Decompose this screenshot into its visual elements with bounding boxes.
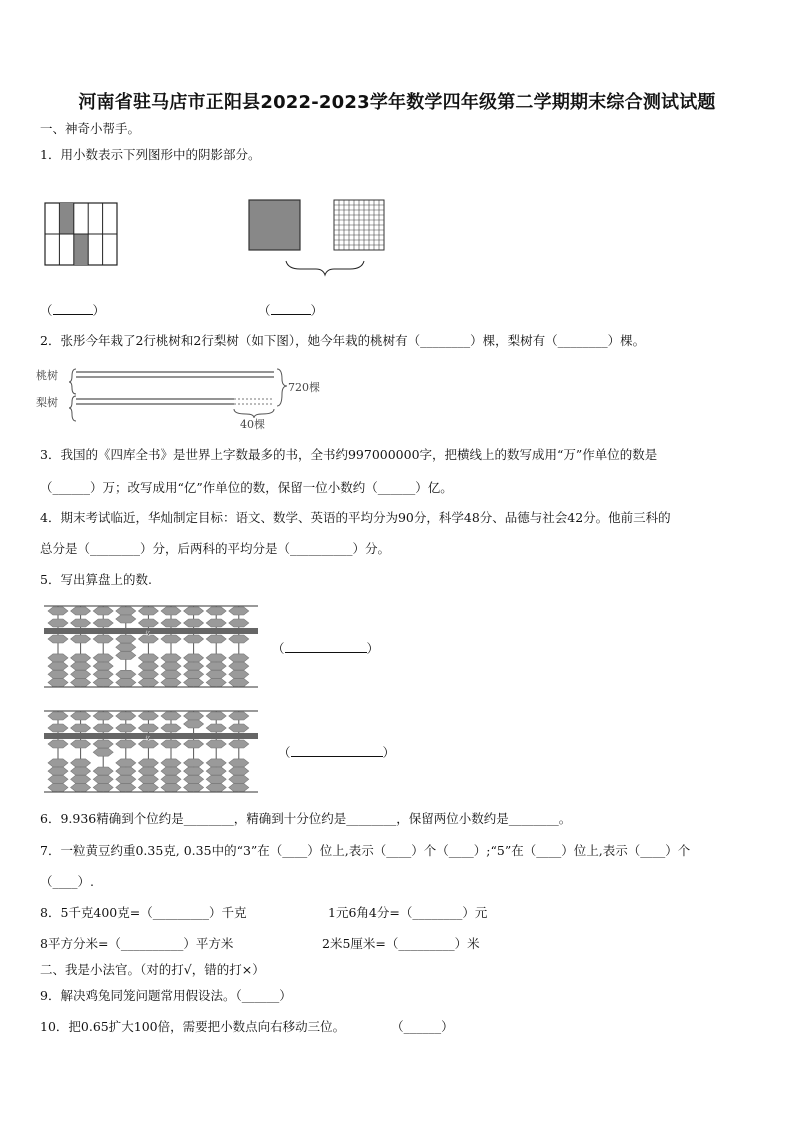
abacus-lower-bead: [116, 784, 136, 792]
abacus-lower-bead: [138, 662, 158, 670]
brace: [286, 261, 364, 275]
abacus-1: [44, 604, 260, 690]
abacus-upper-bead: [229, 724, 249, 732]
abacus-upper-bead: [184, 720, 204, 728]
abacus-lower-bead: [184, 654, 204, 662]
abacus-lower-bead: [206, 775, 226, 783]
abacus-lower-bead: [161, 775, 181, 783]
abacus-lower-bead: [206, 759, 226, 767]
section-2-heading: 二、我是小法官。（对的打√，错的打×）: [40, 962, 265, 977]
abacus-upper-bead: [138, 607, 158, 615]
abacus-upper-bead: [48, 619, 68, 627]
abacus-lower-bead: [116, 740, 136, 748]
abacus-upper-bead: [48, 607, 68, 615]
abacus-lower-bead: [184, 662, 204, 670]
abacus-unit-label: 亿: [145, 736, 151, 742]
abacus-lower-bead: [71, 775, 91, 783]
abacus-lower-bead: [116, 651, 136, 659]
abacus-upper-bead: [71, 724, 91, 732]
abacus-upper-bead: [71, 712, 91, 720]
abacus-lower-bead: [48, 759, 68, 767]
abacus-lower-bead: [93, 775, 113, 783]
difference-label: 40棵: [240, 418, 265, 431]
abacus-2-answer: （ ）: [278, 745, 396, 760]
abacus-lower-bead: [48, 679, 68, 687]
q2-tree-diagram: [36, 364, 336, 434]
abacus-lower-bead: [71, 784, 91, 792]
question-3-line-1: 3．我国的《四库全书》是世界上字数最多的书，全书约997000000字，把横线上的数写成用“万”作单位的数是: [40, 447, 658, 462]
peach-label: 桃树: [36, 369, 58, 382]
abacus-upper-bead: [206, 712, 226, 720]
abacus-lower-bead: [71, 654, 91, 662]
abacus-lower-bead: [138, 679, 158, 687]
q1-hundred-square-figure: [248, 199, 398, 279]
abacus-lower-bead: [48, 767, 68, 775]
abacus-upper-bead: [206, 607, 226, 615]
abacus-upper-bead: [138, 619, 158, 627]
abacus-lower-bead: [161, 740, 181, 748]
abacus-lower-bead: [93, 654, 113, 662]
question-7-line-1: 7．一粒黄豆约重0.35克, 0.35中的“3”在（____）位上,表示（____）个（____）;“5”在（____）位上,表示（____）个: [40, 843, 691, 858]
question-10-blank: （______）: [391, 1019, 454, 1034]
abacus-lower-bead: [184, 740, 204, 748]
abacus-lower-bead: [71, 662, 91, 670]
abacus-lower-bead: [184, 784, 204, 792]
abacus-upper-bead: [116, 724, 136, 732]
abacus-lower-bead: [161, 635, 181, 643]
abacus-upper-bead: [116, 712, 136, 720]
abacus-upper-bead: [184, 619, 204, 627]
abacus-lower-bead: [229, 784, 249, 792]
abacus-upper-bead: [116, 615, 136, 623]
abacus-upper-bead: [48, 724, 68, 732]
question-9: 9．解决鸡兔同笼问题常用假设法。（______）: [40, 988, 292, 1003]
abacus-upper-bead: [161, 619, 181, 627]
question-10: [40, 1019, 454, 1035]
abacus-lower-bead: [71, 635, 91, 643]
abacus-upper-bead: [229, 619, 249, 627]
abacus-lower-bead: [206, 662, 226, 670]
abacus-lower-bead: [138, 654, 158, 662]
abacus-lower-bead: [116, 759, 136, 767]
abacus-lower-bead: [48, 635, 68, 643]
abacus-lower-bead: [48, 784, 68, 792]
q1-grid-cells: [45, 203, 117, 265]
abacus-lower-bead: [161, 654, 181, 662]
abacus-upper-bead: [116, 607, 136, 615]
abacus-upper-bead: [161, 607, 181, 615]
abacus-upper-bead: [229, 712, 249, 720]
abacus-lower-bead: [229, 654, 249, 662]
abacus-upper-bead: [138, 712, 158, 720]
q1-answer-a: （ ）: [40, 303, 106, 318]
question-4-line-2: 总分是（________）分，后两科的平均分是（__________）分。: [40, 541, 391, 556]
abacus-upper-bead: [229, 607, 249, 615]
abacus-lower-bead: [161, 784, 181, 792]
q1-grid-fraction-figure: [44, 202, 120, 268]
abacus-lower-bead: [48, 662, 68, 670]
abacus-lower-bead: [229, 679, 249, 687]
abacus-lower-bead: [184, 775, 204, 783]
abacus-upper-bead: [93, 724, 113, 732]
abacus-lower-bead: [48, 775, 68, 783]
question-6: 6．9.936精确到个位约是________，精确到十分位约是________，保留两位小数约是________。: [40, 811, 572, 826]
abacus-lower-bead: [206, 767, 226, 775]
abacus-upper-bead: [71, 619, 91, 627]
abacus-lower-bead: [206, 679, 226, 687]
total-label: 720棵: [288, 381, 320, 394]
abacus-lower-bead: [161, 662, 181, 670]
abacus-lower-bead: [93, 784, 113, 792]
abacus-lower-bead: [138, 759, 158, 767]
abacus-lower-bead: [71, 740, 91, 748]
abacus-lower-bead: [48, 740, 68, 748]
q1-answer-b: （ ）: [258, 303, 324, 318]
abacus-lower-bead: [138, 775, 158, 783]
abacus-lower-bead: [93, 748, 113, 756]
abacus-upper-bead: [161, 724, 181, 732]
abacus-lower-bead: [116, 635, 136, 643]
abacus-lower-bead: [93, 679, 113, 687]
abacus-lower-bead: [161, 759, 181, 767]
question-4-line-1: 4．期末考试临近，华灿制定目标：语文、数学、英语的平均分为90分，科学48分、品德与社会42分。他前三科的: [40, 510, 671, 525]
abacus-upper-bead: [93, 607, 113, 615]
abacus-lower-bead: [229, 662, 249, 670]
abacus-lower-bead: [184, 635, 204, 643]
abacus-2: [44, 709, 260, 795]
abacus-lower-bead: [116, 643, 136, 651]
abacus-lower-bead: [229, 670, 249, 678]
question-10-text: 10．把0.65扩大100倍，需要把小数点向右移动三位。: [40, 1019, 346, 1034]
abacus-lower-bead: [229, 767, 249, 775]
abacus-lower-bead: [184, 767, 204, 775]
abacus-lower-bead: [229, 635, 249, 643]
page-title: 河南省驻马店市正阳县2022-2023学年数学四年级第二学期期末综合测试试题: [78, 92, 716, 113]
abacus-upper-bead: [93, 712, 113, 720]
abacus-lower-bead: [184, 679, 204, 687]
abacus-lower-bead: [48, 670, 68, 678]
abacus-lower-bead: [93, 740, 113, 748]
abacus-upper-bead: [206, 724, 226, 732]
abacus-lower-bead: [161, 767, 181, 775]
abacus-lower-bead: [206, 784, 226, 792]
abacus-lower-bead: [229, 740, 249, 748]
abacus-lower-bead: [116, 679, 136, 687]
question-7-line-2: （____）.: [40, 874, 94, 889]
full-shaded-square: [249, 200, 300, 250]
abacus-lower-bead: [206, 654, 226, 662]
abacus-upper-bead: [206, 619, 226, 627]
abacus-lower-bead: [71, 670, 91, 678]
abacus-lower-bead: [138, 767, 158, 775]
pear-label: 梨树: [36, 396, 58, 409]
abacus-upper-bead: [184, 712, 204, 720]
question-8-part-a: 8．5千克400克=（_________）千克: [40, 905, 247, 920]
hundred-grid: [334, 200, 384, 250]
abacus-lower-bead: [93, 662, 113, 670]
abacus-lower-bead: [71, 767, 91, 775]
abacus-lower-bead: [206, 740, 226, 748]
abacus-lower-bead: [138, 784, 158, 792]
abacus-upper-bead: [71, 607, 91, 615]
question-2: 2．张彤今年栽了2行桃树和2行梨树（如下图），她今年栽的桃树有（________）棵，梨树有（________）棵。: [40, 333, 646, 348]
abacus-lower-bead: [116, 670, 136, 678]
abacus-lower-bead: [93, 635, 113, 643]
abacus-lower-bead: [229, 759, 249, 767]
question-1: 1．用小数表示下列图形中的阴影部分。: [40, 147, 261, 162]
question-8-part-c: 8平方分米=（__________）平方米: [40, 936, 234, 951]
abacus-lower-bead: [116, 767, 136, 775]
question-8-part-d: 2米5厘米=（_________）米: [322, 936, 480, 951]
abacus-upper-bead: [161, 712, 181, 720]
abacus-lower-bead: [138, 670, 158, 678]
abacus-lower-bead: [71, 679, 91, 687]
question-5: 5．写出算盘上的数.: [40, 572, 152, 587]
abacus-lower-bead: [93, 767, 113, 775]
abacus-lower-bead: [229, 775, 249, 783]
abacus-1-answer: （ ）: [272, 641, 380, 656]
abacus-upper-bead: [138, 724, 158, 732]
abacus-lower-bead: [71, 759, 91, 767]
abacus-lower-bead: [161, 679, 181, 687]
question-8-part-b: 1元6角4分=（________）元: [328, 905, 488, 920]
abacus-lower-bead: [48, 654, 68, 662]
abacus-lower-bead: [93, 670, 113, 678]
abacus-upper-bead: [93, 619, 113, 627]
abacus-lower-bead: [184, 759, 204, 767]
abacus-lower-bead: [184, 670, 204, 678]
question-3-line-2: （______）万；改写成用“亿”作单位的数，保留一位小数约（______）亿。: [40, 480, 453, 495]
abacus-lower-bead: [206, 670, 226, 678]
abacus-lower-bead: [161, 670, 181, 678]
abacus-unit-label: 亿: [145, 631, 151, 637]
section-1-heading: 一、神奇小帮手。: [40, 121, 141, 136]
abacus-upper-bead: [184, 607, 204, 615]
abacus-upper-bead: [48, 712, 68, 720]
abacus-lower-bead: [116, 775, 136, 783]
abacus-lower-bead: [206, 635, 226, 643]
